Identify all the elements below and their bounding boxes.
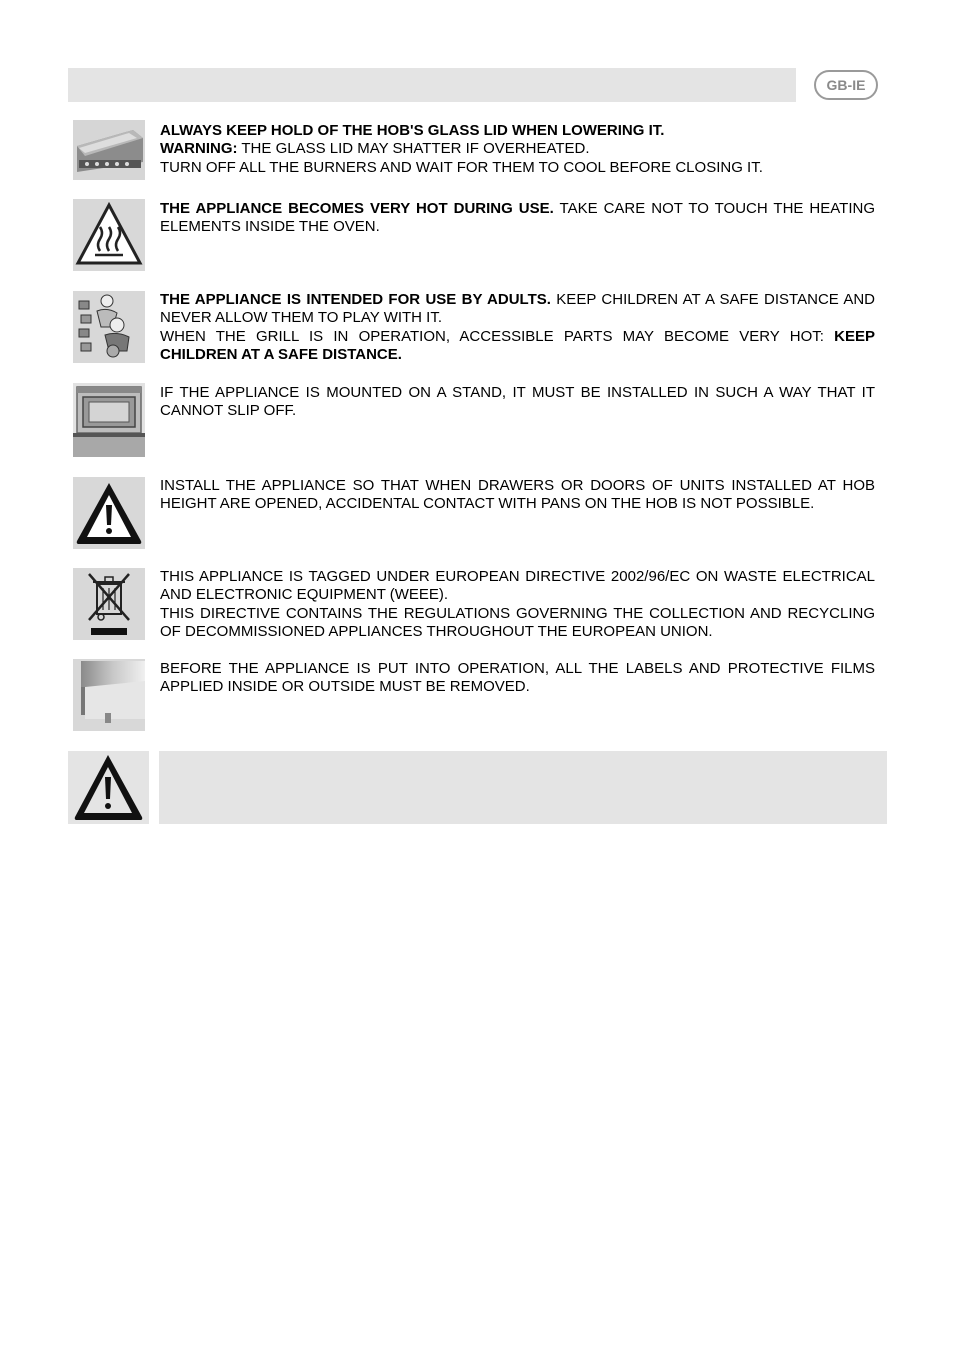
- language-badge: GB-IE: [814, 70, 878, 100]
- films-body: BEFORE THE APPLIANCE IS PUT INTO OPERATION, ALL THE LABELS AND PROTECTIVE FILMS APPLIED INSIDE OR OUTSIDE MUST BE REMOVED.: [160, 660, 875, 696]
- grill-emphasis: KEEP CHILDREN AT A SAFE DISTANCE.: [160, 327, 875, 364]
- weee-crossed-bin-icon: [73, 568, 145, 640]
- install-body: INSTALL THE APPLIANCE SO THAT WHEN DRAWERS OR DOORS OF UNITS INSTALLED AT HOB HEIGHT ARE OPENED, ACCIDENTAL CONTACT WITH PANS ON THE HOB IS NOT POSSIBLE.: [160, 477, 875, 513]
- hot-surface-warning-icon: [73, 199, 145, 271]
- section-hot-text: [160, 200, 875, 237]
- section-children-text: [160, 291, 875, 365]
- cool-burners-text: TURN OFF ALL THE BURNERS AND WAIT FOR THEM TO COOL BEFORE CLOSING IT.: [160, 158, 763, 176]
- section-install-text: [160, 477, 875, 514]
- warning-triangle-icon: [73, 477, 145, 549]
- footer-bar: [159, 751, 887, 824]
- section-films-text: [160, 660, 875, 697]
- section-weee-text: [160, 568, 875, 642]
- hot-heading: THE APPLIANCE BECOMES VERY HOT DURING USE.: [160, 200, 554, 217]
- children-icon: [73, 291, 145, 363]
- header-bar: [68, 68, 796, 102]
- weee-body-1: THIS APPLIANCE IS TAGGED UNDER EUROPEAN DIRECTIVE 2002/96/EC ON WASTE ELECTRICAL AND ELECTRONIC EQUIPMENT (WEEE).: [160, 568, 875, 604]
- warning-text: THE GLASS LID MAY SHATTER IF OVERHEATED.: [237, 140, 590, 158]
- section-hob-lid-text: [160, 122, 875, 177]
- adults-heading: THE APPLIANCE IS INTENDED FOR USE BY ADULTS.: [160, 291, 551, 308]
- section-stand-text: [160, 384, 875, 421]
- stand-body: IF THE APPLIANCE IS MOUNTED ON A STAND, IT MUST BE INSTALLED IN SUCH A WAY THAT IT CANNOT SLIP OFF.: [160, 384, 875, 420]
- oven-on-stand-icon: [73, 383, 145, 457]
- hot-body: TAKE CARE NOT TO TOUCH THE HEATING ELEMENTS INSIDE THE OVEN.: [160, 200, 875, 236]
- protective-film-icon: [73, 659, 145, 731]
- footer-warning-icon-box: [68, 751, 149, 824]
- adults-body: KEEP CHILDREN AT A SAFE DISTANCE AND NEVER ALLOW THEM TO PLAY WITH IT.: [160, 291, 875, 327]
- grill-body: WHEN THE GRILL IS IN OPERATION, ACCESSIBLE PARTS MAY BECOME VERY HOT:: [160, 327, 835, 345]
- hob-glass-lid-icon: [73, 120, 145, 180]
- hob-lid-heading: ALWAYS KEEP HOLD OF THE HOB'S GLASS LID WHEN LOWERING IT.: [160, 122, 665, 139]
- warning-label: WARNING:: [160, 140, 238, 158]
- weee-body-2: THIS DIRECTIVE CONTAINS THE REGULATIONS GOVERNING THE COLLECTION AND RECYCLING OF DECOMMISSIONED APPLIANCES THROUGHOUT THE EUROPEAN UNION.: [160, 604, 875, 641]
- warning-triangle-icon: [68, 751, 149, 824]
